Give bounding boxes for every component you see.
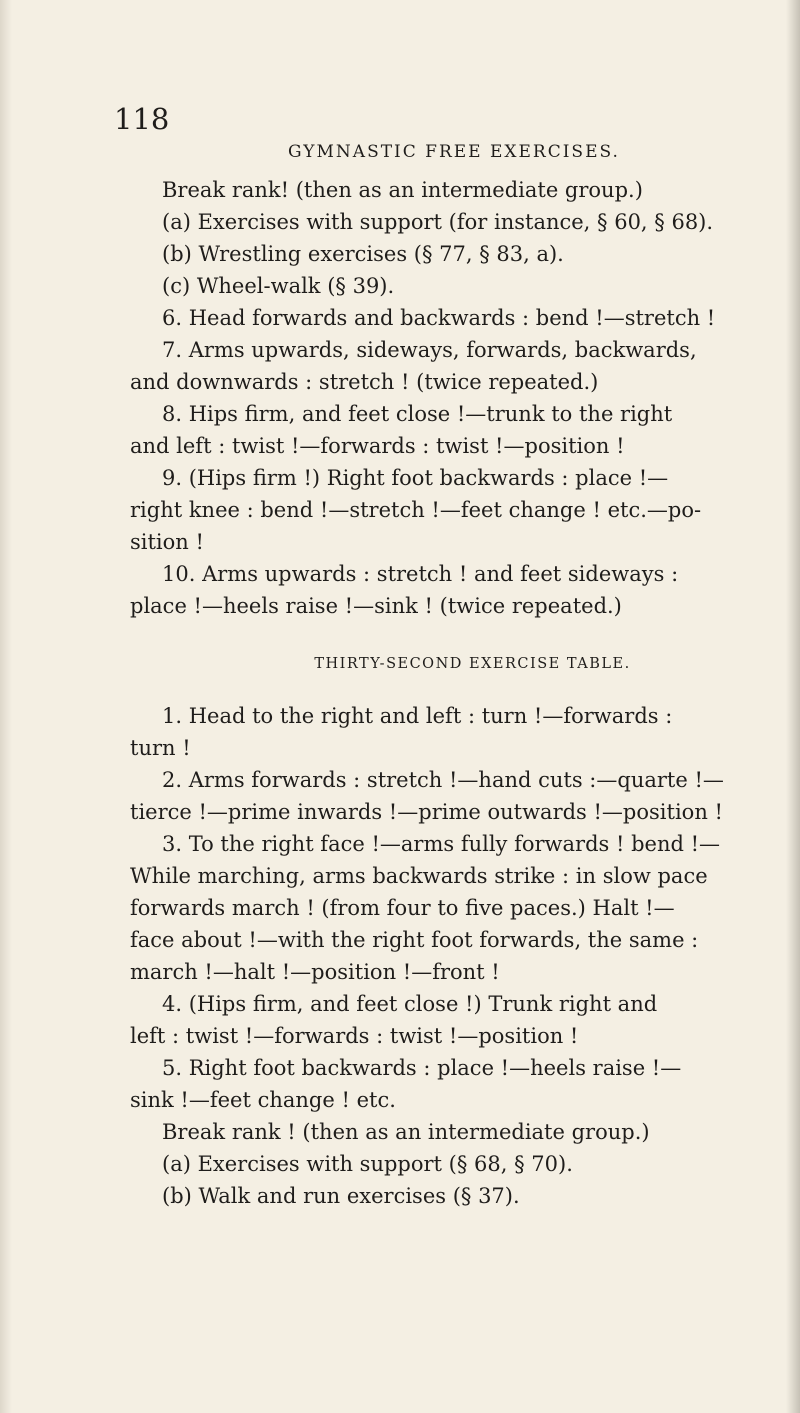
section-heading: THIRTY-SECOND EXERCISE TABLE. [314,656,631,672]
text-line: and left : twist !—forwards : twist !—position ! [130,434,625,458]
running-head: GYMNASTIC FREE EXERCISES. [288,142,620,162]
page-gutter-shadow [0,0,12,1413]
text-line: march !—halt !—position !—front ! [130,960,500,984]
text-line: 1. Head to the right and left : turn !—forwards : [162,704,673,728]
text-line: 3. To the right face !—arms fully forwards ! bend !— [162,832,721,856]
text-line: left : twist !—forwards : twist !—position ! [130,1024,579,1048]
text-line: face about !—with the right foot forwards, the same : [130,928,699,952]
text-line: 4. (Hips firm, and feet close !) Trunk right and [162,992,658,1016]
text-line: 2. Arms forwards : stretch !—hand cuts :—quarte !— [162,768,724,792]
text-line: place !—heels raise !—sink ! (twice repeated.) [130,594,622,618]
text-line: right knee : bend !—stretch !—feet change ! etc.—po- [130,498,702,522]
text-line: (a) Exercises with support (for instance, § 60, § 68). [162,210,714,234]
text-line: 10. Arms upwards : stretch ! and feet sideways : [162,562,679,586]
text-line: forwards march ! (from four to five paces.) Halt !— [130,896,675,920]
text-line: Break rank! (then as an intermediate group.) [162,178,643,202]
page-number: 118 [114,102,170,136]
text-line: and downwards : stretch ! (twice repeated.) [130,370,599,394]
text-line: 5. Right foot backwards : place !—heels raise !— [162,1056,682,1080]
text-line: 6. Head forwards and backwards : bend !—stretch ! [162,306,716,330]
text-line: 7. Arms upwards, sideways, forwards, backwards, [162,338,697,362]
text-line: tierce !—prime inwards !—prime outwards !—position ! [130,800,723,824]
text-line: (b) Wrestling exercises (§ 77, § 83, a). [162,242,564,266]
text-line: (c) Wheel-walk (§ 39). [162,274,395,298]
text-block-top [130,174,795,622]
text-line: (a) Exercises with support (§ 68, § 70). [162,1152,573,1176]
text-block-bottom [130,700,795,1212]
text-line: sition ! [130,530,204,554]
text-line: 9. (Hips firm !) Right foot backwards : place !— [162,466,669,490]
text-line: sink !—feet change ! etc. [130,1088,396,1112]
page-body [130,174,795,1212]
text-line: While marching, arms backwards strike : in slow pace [130,864,708,888]
text-line: turn ! [130,736,191,760]
text-line: Break rank ! (then as an intermediate group.) [162,1120,650,1144]
text-line: 8. Hips firm, and feet close !—trunk to the right [162,402,673,426]
text-line: (b) Walk and run exercises (§ 37). [162,1184,520,1208]
